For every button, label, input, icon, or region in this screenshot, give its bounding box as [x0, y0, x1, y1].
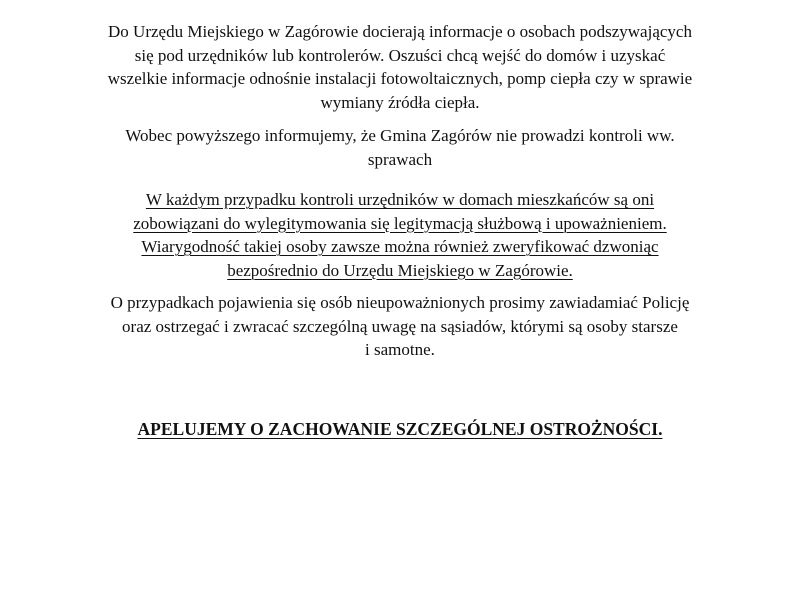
paragraph-report-to-police	[0, 291, 800, 362]
text-line: Do Urzędu Miejskiego w Zagórowie docierają informacje o osobach podszywających	[108, 22, 692, 41]
appeal-heading	[0, 417, 800, 441]
appeal-text: APELUJEMY O ZACHOWANIE SZCZEGÓLNEJ OSTROŻNOŚCI.	[137, 419, 663, 439]
text-line: wymiany źródła ciepła.	[320, 92, 480, 112]
paragraph-impersonation-warning	[0, 20, 800, 114]
paragraph-no-inspections	[0, 124, 800, 171]
underlined-text-line: W każdym przypadku kontroli urzędników w domach mieszkańców są oni	[145, 190, 655, 209]
underlined-text-line: bezpośrednio do Urzędu Miejskiego w Zagórowie.	[227, 260, 573, 280]
text-line: Wobec powyższego informujemy, że Gmina Zagórów nie prowadzi kontroli ww.	[125, 126, 675, 145]
text-line: sprawach	[367, 149, 433, 169]
underlined-text-line: zobowiązani do wylegitymowania się legitymacją służbową i upoważnieniem.	[133, 213, 667, 233]
text-line: się pod urzędników lub kontrolerów. Oszuści chcą wejść do domów i uzyskać	[134, 45, 666, 65]
paragraph-identification-requirement	[0, 188, 800, 282]
text-line: wszelkie informacje odnośnie instalacji fotowoltaicznych, pomp ciepła czy w sprawie	[107, 69, 693, 88]
text-line: i samotne.	[365, 340, 435, 359]
underlined-text-line: Wiarygodność takiej osoby zawsze można również zweryfikować dzwoniąc	[141, 237, 659, 256]
text-line: O przypadkach pojawienia się osób nieupoważnionych prosimy zawiadamiać Policję	[110, 293, 690, 312]
text-line: oraz ostrzegać i zwracać szczególną uwagę na sąsiadów, którymi są osoby starsze	[122, 316, 678, 336]
